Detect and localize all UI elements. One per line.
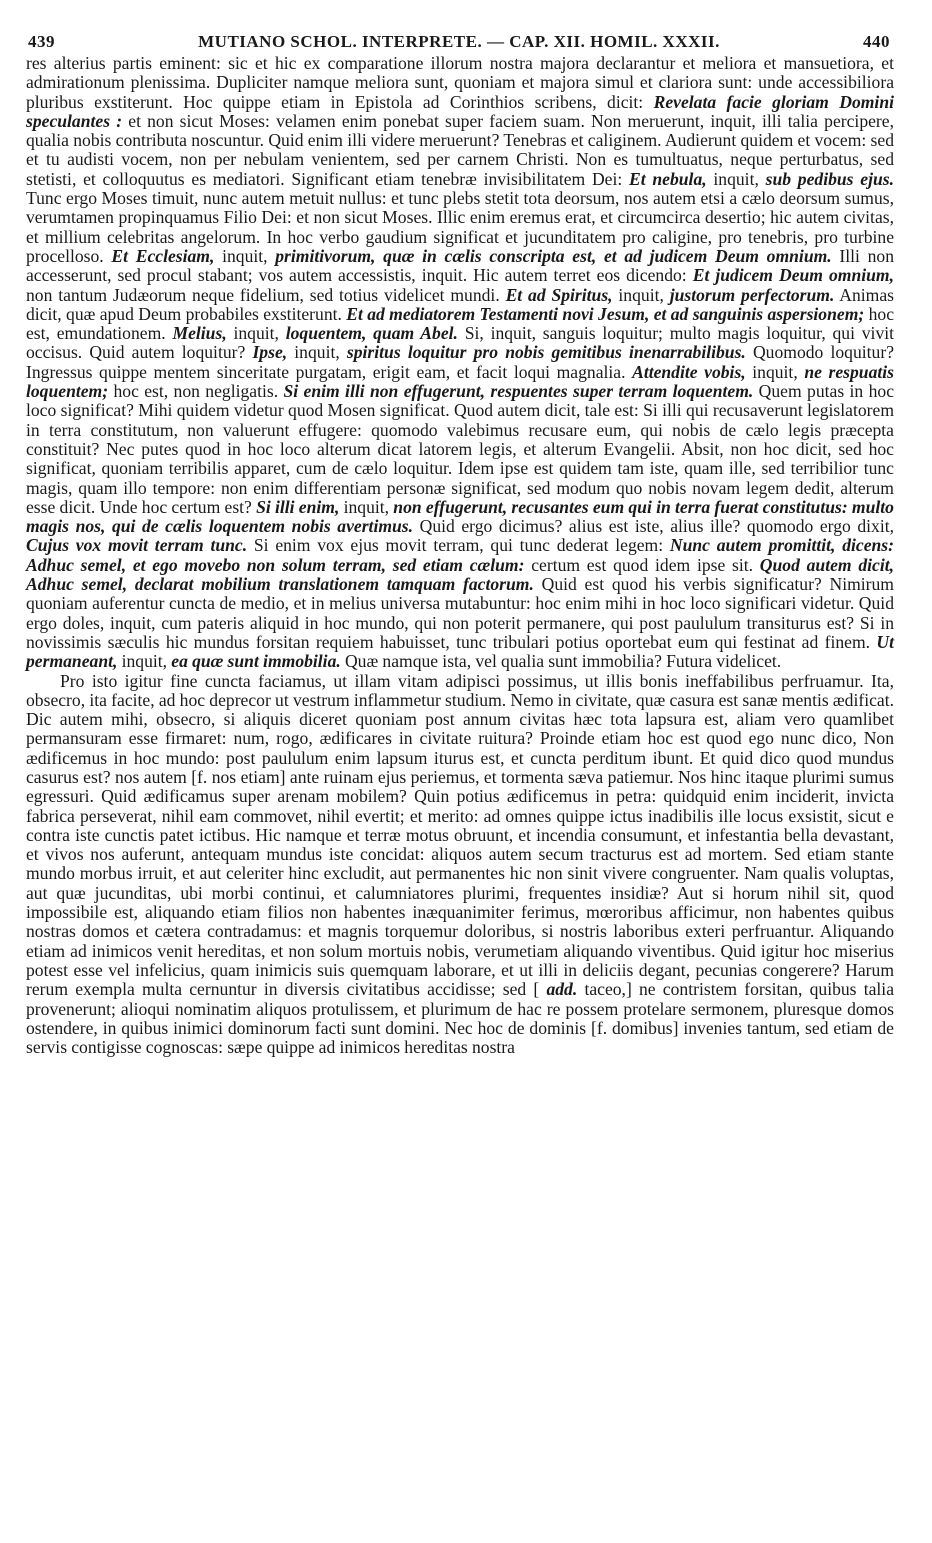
italic-quotation: ne respuatis loquentem; (26, 361, 894, 402)
text-run: certum est quod idem ipse sit. (524, 554, 760, 575)
italic-quotation: Ipse, (252, 342, 288, 363)
text-run: Quem putas in hoc loco significat? Mihi quidem videtur quod Mosen significat. Quod autem dicit, tale est: Si illi qui recusaverunt legislatorem in terra constitutum, non valuerunt effugere: quomodo valebimus recusare eum, qui nobis de cælo legis præcepta constituit? Nec putes quod in hoc loco alterum dicat latorem legis, et alterum Evangelii. Absit, non hoc dicit, sed hoc significat, quoniam terribilis apparet, cum de cælo loquitur. Idem ipse est quidem tam iste, quam ille, sed terribilior tunc magis, quam illo tempore: non enim differentiam personæ significat, sed modum quo nobis novam legem dedit, alterum esse dicit. Unde hoc certum est? (26, 381, 895, 517)
body-text (26, 54, 894, 1057)
italic-quotation: Attendite vobis, (632, 361, 746, 382)
text-run: Illi non accesserunt, sed procul stabant; vos autem accessistis, inquit. Hic autem terret eos dicendo: (26, 245, 895, 286)
text-run: res alterius partis eminent: sic et hic ex comparatione illorum nostra majora declarantur et meliora et mansuetiora, et admirationum plenissima. Dupliciter namque meliora sunt, quoniam et majora simul et clariora sunt: unde accessibiliora pluribus exstiterunt. Hoc quippe etiam in Epistola ad Corinthios scribens, dicit: (26, 53, 894, 112)
text-run: inquit, (706, 168, 766, 189)
italic-quotation: Et Ecclesiam, (111, 245, 215, 266)
text-run: inquit, (117, 651, 172, 672)
italic-quotation: Ut permaneant, (26, 631, 894, 672)
text-run: inquit, (745, 361, 805, 382)
text-run: inquit, (226, 323, 286, 344)
text-run: Pro isto igitur fine cuncta faciamus, ut illam vitam adipisci possimus, ut illis bonis ineffabilibus perfruamur. Ita, obsecro, ita facite, ad hoc deprecor ut vestrum inflammetur studium. Nemo in civitate, quæ casura est sanæ mentis ædificat. Dic autem mihi, obsecro, si aliquis diceret quoniam post annum civitas hæc tota lapsura est, aliam vero quamlibet permansuram esse firmaret: num, rogo, ædificares in civitate ruitura? Proinde etiam hoc est quod ego nunc dico, Non ædificemus in hoc mundo: post paululum enim lapsum iturus est, et cuncta perditum ibunt. Et quid dico quod mundus casurus est? nos autem [f. nos etiam] ante ruinam ejus periemus, et tormenta sæva patiemur. Nos hinc itaque plurimi sumus egressuri. Quid ædificamus super arenam mobilem? Quin potius ædificemus in petra: quidquid enim inciderit, invicta fabrica perseverat, nihil eam commovet, nihil evertit; et merito: ad omnes quippe ictus inadibilis ille locus exsistit, sicut e contra iste cunctis patet ictibus. Hic namque et terræ motus obruunt, et incendia consumunt, et infestantia bella devastant, et vivos nos auferunt, antequam mundus iste concidat: aliquos autem secum tracturus est ad mortem. Sed etiam stante mundo morbus irruit, et aut celeriter hinc excludit, aut permanentes hic non sinit vivere congruenter. Nam qualis voluptas, aut quæ jucunditas, ubi morbi continui, et calumniatores plurimi, frequentes insidiæ? Aut si horum nihil sit, quod impossibile est, aliquando etiam filios non habentes inæquanimiter ferimus, mœroribus afficimur, non habentes quibus nostras domos et cætera contradamus: et magnis torquemur doloribus, si nostris laboribus exteri perfruantur. Aliquando etiam ad inimicos venit hereditas, et non solum mortuis nobis, verumetiam aliquando viventibus. Quid igitur hoc miserius potest esse vel infelicius, quam inimicis suis quemquam laborare, et ut illi in deliciis degant, pecunias congerere? Harum rerum exempla multa cernuntur in diversis civitatibus accidisse; sed [ (26, 670, 894, 1000)
paragraph (26, 54, 894, 672)
italic-quotation: Et judicem Deum omnium, (692, 265, 894, 286)
text-run: hoc est, non negligatis. (108, 381, 284, 402)
text-run: Quid ergo dicimus? alius est iste, alius ille? quomodo ergo dixit, (413, 516, 895, 537)
italic-quotation: Si illi enim, (256, 496, 340, 517)
italic-quotation: Quod autem dicit, Adhuc semel, declarat mobilium translationem tamquam factorum. (26, 554, 894, 595)
italic-quotation: Cujus vox movit terram tunc. (26, 535, 248, 556)
text-run: non tantum Judæorum neque fidelium, sed totius videlicet mundi. (26, 284, 506, 305)
document-page (26, 32, 895, 1058)
italic-quotation: justorum perfectorum. (669, 284, 835, 305)
italic-quotation: Nunc autem promittit, dicens: Adhuc semel, et ego movebo non solum terram, sed etiam cælum: (26, 535, 894, 575)
text-run: inquit, (339, 496, 394, 517)
text-run: Quæ namque ista, vel qualia sunt immobilia? Futura videlicet. (340, 651, 782, 672)
text-run: Si, inquit, sanguis loquitur; multo magis loquitur, qui vivit occisus. Quid autem loquitur? (26, 323, 895, 363)
italic-quotation: Revelata facie gloriam Domini speculantes : (26, 91, 894, 131)
italic-quotation: Melius, (172, 323, 227, 344)
italic-quotation: add. (546, 979, 578, 1000)
left-page-number: 439 (28, 32, 55, 51)
text-run: Quid est quod his verbis significatur? Nimirum quoniam auferentur cuncta de medio, et in melius universa mutabuntur: hoc enim mihi in hoc loco significari videtur. Quid ergo doles, inquit, cum pateris aliquid in hoc mundo, qui non poterit permanere, qui post paululum transiturus est? Si in novissimis sæculis hic mundus forsitan requiem habuisset, tunc tribulari potius oportebat eum qui festinat ad finem. (26, 574, 894, 652)
text-run: Animas dicit, quæ apud Deum probabiles exstiterunt. (26, 284, 894, 324)
italic-quotation: loquentem, quam Abel. (285, 323, 458, 344)
running-title: MUTIANO SCHOL. INTERPRETE. — CAP. XII. HOMIL. XXXII. (198, 32, 720, 51)
italic-quotation: spiritus loquitur pro nobis gemitibus inenarrabilibus. (346, 342, 746, 363)
text-run: inquit, (612, 284, 670, 305)
text-run: Tunc ergo Moses timuit, nunc autem metuit nullus: et tunc plebs stetit tota deorsum, nos autem etsi a cælo deorsum sumus, verumtamen propinquamus Filio Dei: et non sicut Moses. Illic enim eremus erat, et circumcirca desertio; hic autem civitas, et millium celebritas angelorum. In hoc verbo gaudium significat et jucunditatem pro caligine, pro tenebris, pro turbine procelloso. (26, 188, 894, 266)
text-run: inquit, (214, 245, 276, 266)
italic-quotation: Et nebula, (629, 168, 707, 189)
text-run: et non sicut Moses: velamen enim ponebat super faciem suam. Non meruerunt, inquit, illi talia percipere, qualia nobis contributa noscuntur. Quid enim illi videre meruerunt? Tenebras et caliginem. Audierunt quidem et vocem: sed et tu audisti vocem, non per nebulam venientem, sed per carnem Christi. Non es tumultuatus, neque perturbatus, sed stetisti, et colloquutus es mediatori. Significant etiam tenebræ invisibilitatem Dei: (26, 110, 894, 189)
italic-quotation: Et ad mediatorem Testamenti novi Jesum, et ad sanguinis aspersionem; (346, 303, 865, 324)
italic-quotation: sub pedibus ejus. (765, 168, 894, 189)
text-run: Si enim vox ejus movit terram, qui tunc dederat legem: (247, 535, 670, 556)
italic-quotation: primitivorum, quæ in cælis conscripta est, et ad judicem Deum omnium. (275, 245, 832, 266)
text-run: inquit, (287, 342, 347, 363)
italic-quotation: ea quæ sunt immobilia. (171, 651, 341, 672)
paragraph (26, 672, 894, 1058)
text-run: Quomodo loquitur? Ingressus quippe mentem sinceritate purgatam, erigit eam, et facit loqui magnalia. (26, 342, 894, 382)
running-head (26, 32, 894, 54)
italic-quotation: non effugerunt, recusantes eum qui in terra fuerat constitutus: multo magis nos, qui de cælis loquentem nobis avertimus. (26, 496, 894, 537)
right-page-number: 440 (863, 32, 890, 51)
italic-quotation: Et ad Spiritus, (505, 284, 613, 305)
italic-quotation: Si enim illi non effugerunt, respuentes super terram loquentem. (283, 381, 754, 402)
text-run: taceo,] ne contristem forsitan, quibus talia provenerunt; alioqui nominatim aliquos protulissem, et plurimum de hac re possem protelare sermonem, pluresque domos ostendere, in quibus inimici dominorum facti sunt domini. Nec hoc de dominis [f. domibus] invenies tantum, sed etiam de servis contigisse cognoscas: sæpe quippe ad inimicos hereditas nostra (26, 979, 895, 1058)
text-run: hoc est, emundationem. (26, 303, 895, 344)
